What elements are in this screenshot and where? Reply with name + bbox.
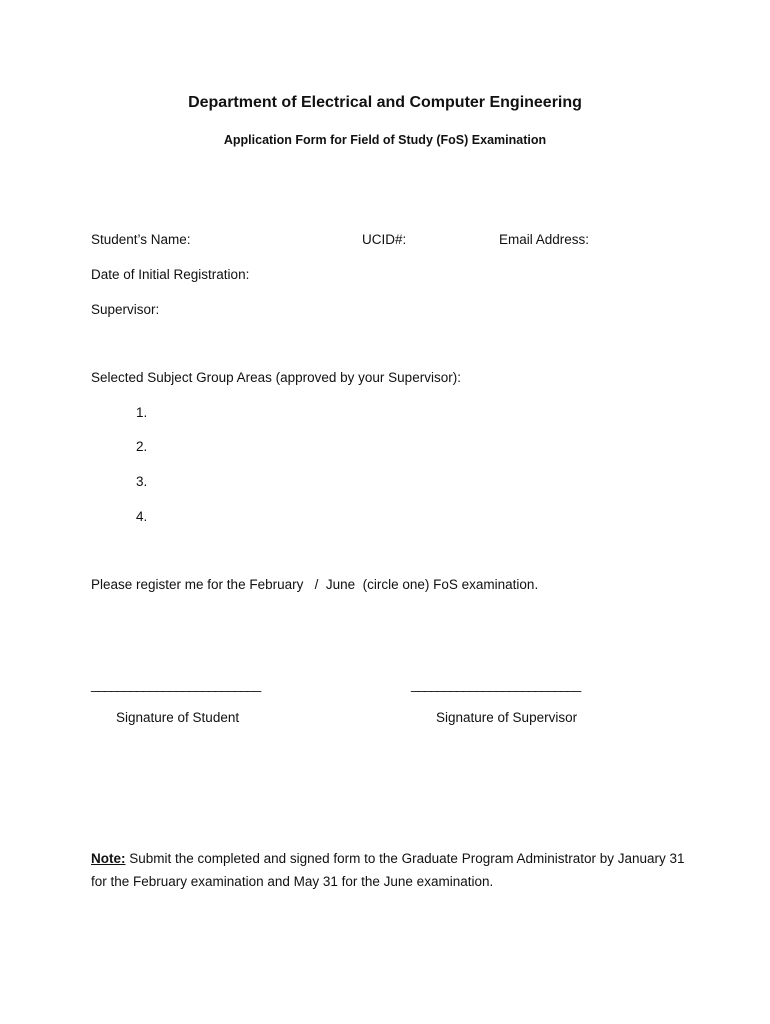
student-signature-caption: Signature of Student xyxy=(116,710,240,725)
ucid-label: UCID#: xyxy=(362,232,407,247)
email-label: Email Address: xyxy=(499,232,590,247)
initial-registration-label: Date of Initial Registration: xyxy=(91,267,250,282)
registration-sentence: Please register me for the February / June (circle one) FoS examination. xyxy=(91,577,539,592)
subject-area-item: 1. xyxy=(136,405,148,420)
supervisor-signature-caption: Signature of Supervisor xyxy=(436,710,578,725)
subject-areas-heading: Selected Subject Group Areas (approved by your Supervisor): xyxy=(91,370,461,385)
subject-area-item: 2. xyxy=(136,439,148,454)
subject-area-item: 4. xyxy=(136,509,148,524)
subject-area-item: 3. xyxy=(136,474,148,489)
student-name-label: Student’s Name: xyxy=(91,232,191,247)
student-signature-line: __________________________ xyxy=(91,677,261,692)
supervisor-signature-line: __________________________ xyxy=(411,677,581,692)
form-subtitle: Application Form for Field of Study (FoS) Examination xyxy=(223,133,547,147)
submission-note xyxy=(91,847,691,893)
supervisor-label: Supervisor: xyxy=(91,302,160,317)
note-label: Note: xyxy=(91,851,126,866)
form-title: Department of Electrical and Computer Engineering xyxy=(188,94,582,111)
note-text: Submit the completed and signed form to the Graduate Program Administrator by January 31 for the February examination and May 31 for the June examination. xyxy=(91,851,685,889)
